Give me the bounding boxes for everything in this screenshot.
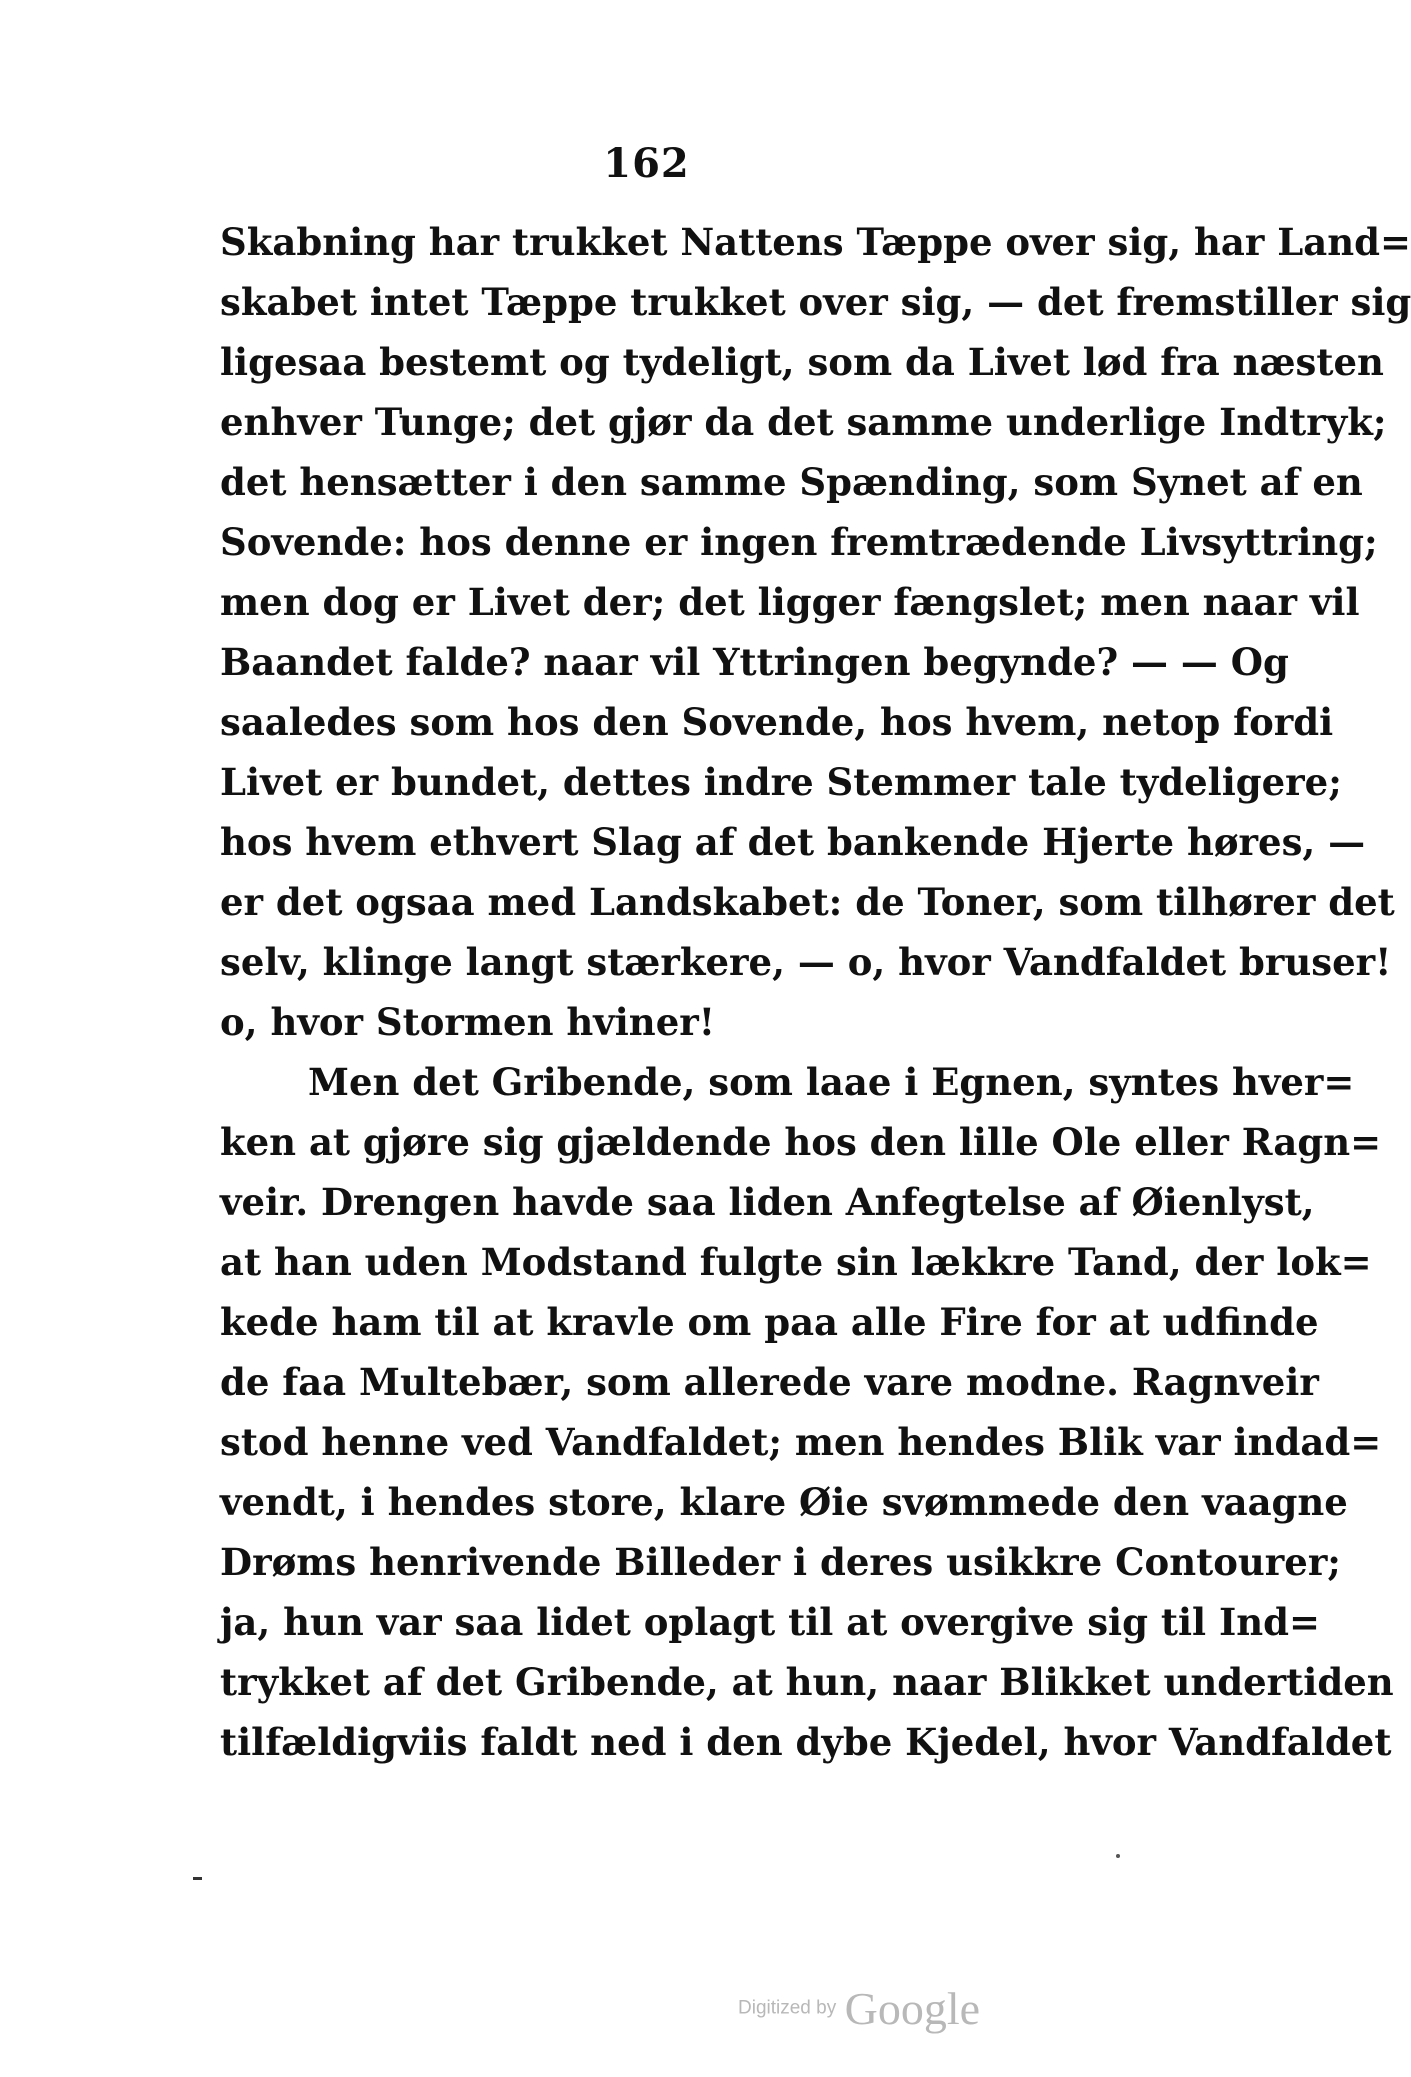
google-logo: Google xyxy=(844,1983,981,2034)
text-line: selv, klinge langt stærkere, — o, hvor Vandfaldet bruser! xyxy=(220,940,1392,984)
text-line: Baandet falde? naar vil Yttringen begynde? — — Og xyxy=(220,640,1289,684)
text-line: Skabning har trukket Nattens Tæppe over sig, har Land= xyxy=(220,220,1411,264)
watermark-prefix: Digitized by xyxy=(738,1997,837,2019)
text-line: stod henne ved Vandfaldet; men hendes Blik var indad= xyxy=(220,1420,1382,1464)
text-line: Livet er bundet, dettes indre Stemmer tale tydeligere; xyxy=(220,760,1342,804)
text-line: Sovende: hos denne er ingen fremtrædende Livsyttring; xyxy=(220,520,1378,564)
page-number: 162 xyxy=(603,140,690,187)
text-line: enhver Tunge; det gjør da det samme underlige Indtryk; xyxy=(220,400,1387,444)
text-line: men dog er Livet der; det ligger fængslet; men naar vil xyxy=(220,580,1360,624)
scan-artifact-dot xyxy=(1116,1854,1120,1858)
text-line: hos hvem ethvert Slag af det bankende Hjerte høres, — xyxy=(220,820,1366,864)
text-line: tilfældigviis faldt ned i den dybe Kjedel, hvor Vandfaldet xyxy=(220,1720,1392,1764)
text-line: kede ham til at kravle om paa alle Fire for at udfinde xyxy=(220,1300,1319,1344)
text-line: det hensætter i den samme Spænding, som Synet af en xyxy=(220,460,1363,504)
digitized-watermark xyxy=(738,1982,980,2035)
text-line: er det ogsaa med Landskabet: de Toner, som tilhører det xyxy=(220,880,1395,924)
scan-artifact-dash xyxy=(193,1877,202,1880)
text-line: ja, hun var saa lidet oplagt til at overgive sig til Ind= xyxy=(220,1600,1321,1644)
paragraph-end-line: o, hvor Stormen hviner! xyxy=(220,1000,715,1044)
text-line: ken at gjøre sig gjældende hos den lille Ole eller Ragn= xyxy=(220,1120,1382,1164)
paragraph-start-line: Men det Gribende, som laae i Egnen, syntes hver= xyxy=(308,1060,1355,1104)
text-line: at han uden Modstand fulgte sin lækkre Tand, der lok= xyxy=(220,1240,1372,1284)
text-line: skabet intet Tæppe trukket over sig, — det fremstiller sig xyxy=(220,280,1411,324)
text-line: Drøms henrivende Billeder i deres usikkre Contourer; xyxy=(220,1540,1341,1584)
text-line: ligesaa bestemt og tydeligt, som da Livet lød fra næsten xyxy=(220,340,1384,384)
body-text xyxy=(220,212,1411,1772)
text-line: saaledes som hos den Sovende, hos hvem, netop fordi xyxy=(220,700,1334,744)
text-line: veir. Drengen havde saa liden Anfegtelse af Øienlyst, xyxy=(220,1180,1315,1224)
text-line: vendt, i hendes store, klare Øie svømmede den vaagne xyxy=(220,1480,1348,1524)
text-line: trykket af det Gribende, at hun, naar Blikket undertiden xyxy=(220,1660,1394,1704)
text-line: de faa Multebær, som allerede vare modne. Ragnveir xyxy=(220,1360,1319,1404)
